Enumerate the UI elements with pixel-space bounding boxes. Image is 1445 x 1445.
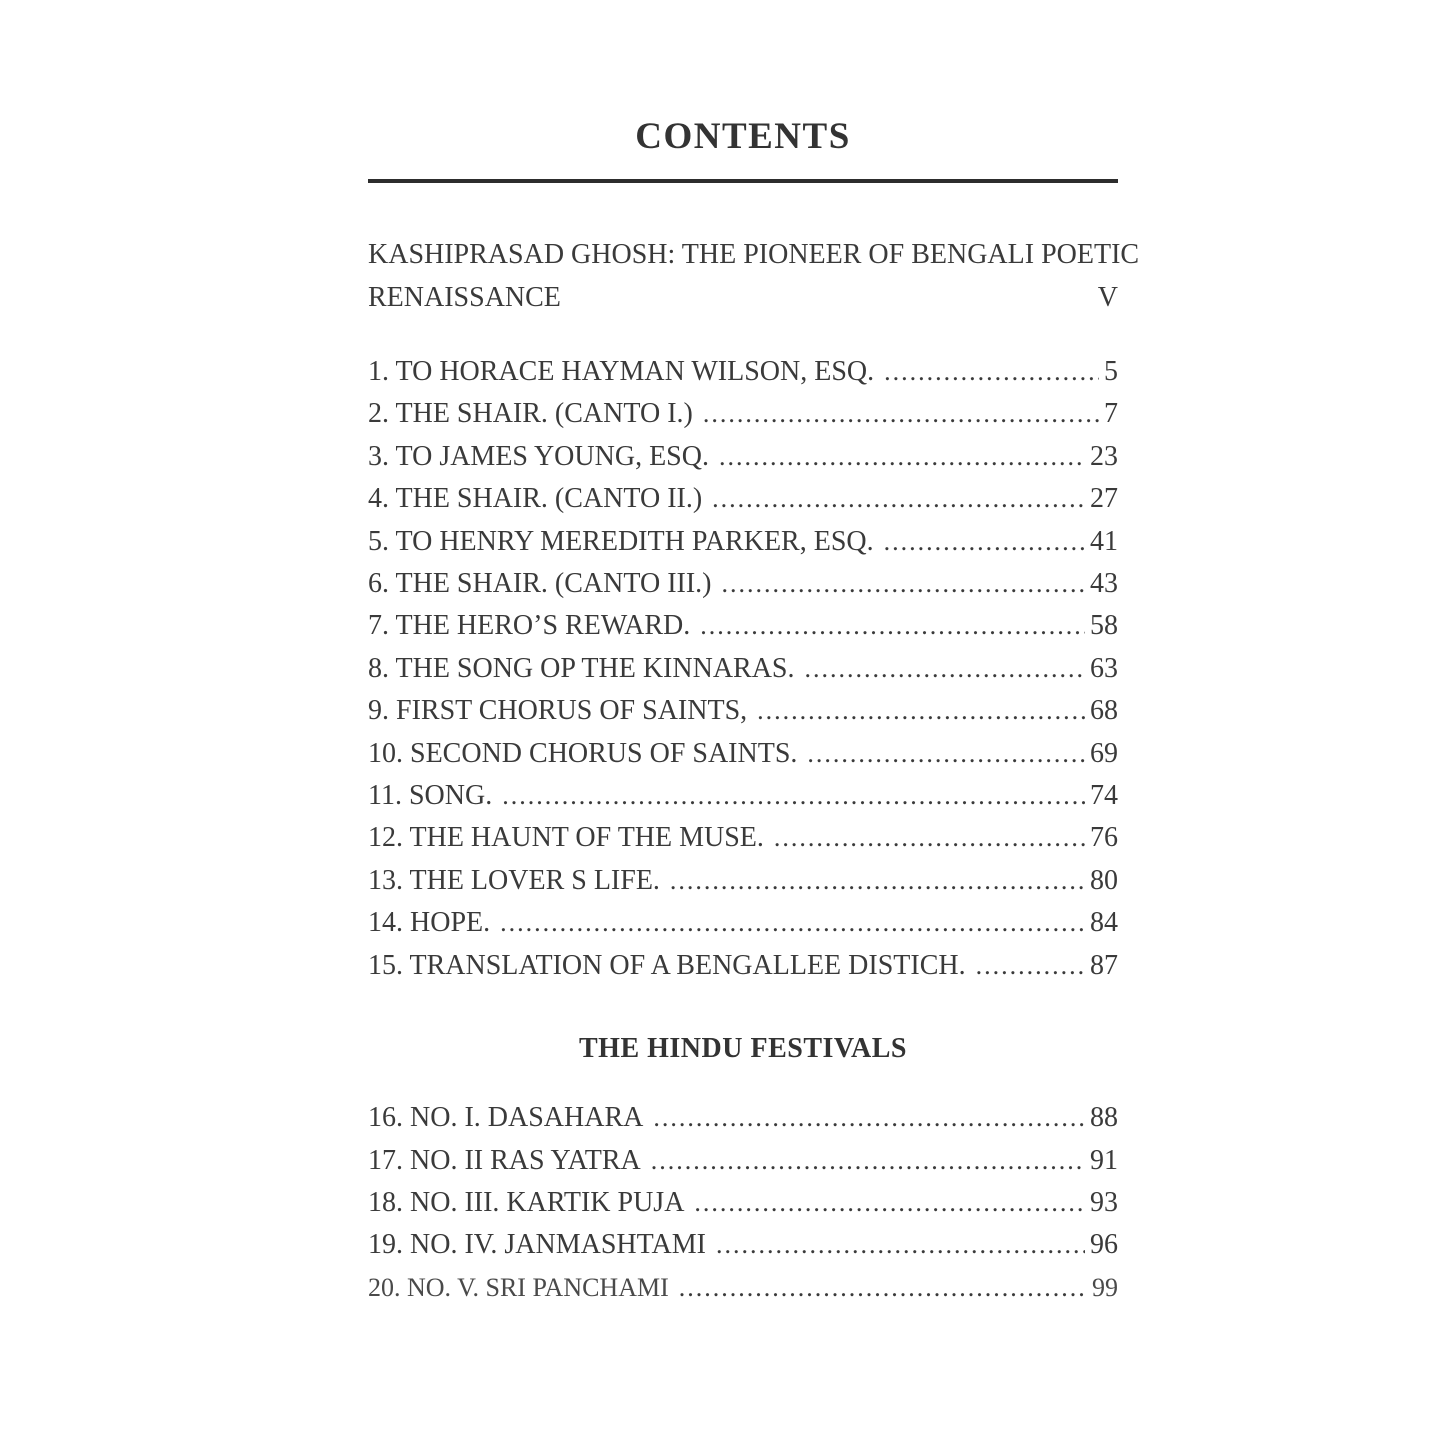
toc-entry-page: 5 <box>1104 356 1118 387</box>
toc-entry-page: 68 <box>1090 695 1118 727</box>
toc-entry-label: 5. TO HENRY MEREDITH PARKER, ESQ. <box>368 525 874 557</box>
toc-entry <box>368 351 1118 393</box>
toc-entry-label: 1. TO HORACE HAYMAN WILSON, ESQ. <box>368 356 875 387</box>
dot-leader <box>976 945 1085 987</box>
toc-entry <box>368 648 1118 690</box>
dot-leader <box>653 1097 1085 1139</box>
toc-entry-label: 12. THE HAUNT OF THE MUSE. <box>368 822 764 854</box>
toc-entry-label: 10. SECOND CHORUS OF SAINTS. <box>368 737 798 769</box>
toc-entry-label: 4. THE SHAIR. (CANTO II.) <box>368 483 703 515</box>
toc-entry-page: 93 <box>1090 1186 1118 1218</box>
toc-entry <box>368 690 1118 732</box>
dot-leader <box>700 605 1085 647</box>
dot-leader <box>703 393 1099 435</box>
toc-entry <box>368 775 1118 817</box>
dot-leader <box>884 351 1099 393</box>
toc-entry-page: 76 <box>1090 822 1118 854</box>
toc-entry-label: 7. THE HERO’S REWARD. <box>368 610 691 642</box>
toc-entry-page: 58 <box>1090 610 1118 642</box>
toc-entry-label: 8. THE SONG OP THE KINNARAS. <box>368 652 795 684</box>
contents-page <box>368 116 1140 1309</box>
toc-entry-label: 19. NO. IV. JANMASHTAMI <box>368 1229 706 1261</box>
toc-entry-page: 23 <box>1090 440 1118 472</box>
toc-entry-page: 27 <box>1090 483 1118 515</box>
dot-leader <box>757 690 1085 732</box>
dot-leader <box>807 733 1085 775</box>
intro-entry-line2 <box>368 276 1118 319</box>
dot-leader <box>679 1267 1087 1309</box>
toc-entry-label: 9. FIRST CHORUS OF SAINTS, <box>368 695 748 727</box>
dot-leader <box>694 1182 1085 1224</box>
toc-part-1 <box>368 351 1118 987</box>
toc-entry-page: 74 <box>1090 780 1118 812</box>
toc-entry-label: 6. THE SHAIR. (CANTO III.) <box>368 568 712 600</box>
toc-entry-label: 17. NO. II RAS YATRA <box>368 1144 641 1176</box>
toc-entry-label: 13. THE LOVER S LIFE. <box>368 864 660 896</box>
toc-entry-page: 84 <box>1090 907 1118 939</box>
dot-leader <box>774 817 1085 859</box>
dot-leader <box>719 436 1085 478</box>
toc-entry <box>368 860 1118 902</box>
dot-leader <box>716 1224 1085 1266</box>
dot-leader <box>884 521 1085 563</box>
toc-entry-label: 18. NO. III. KARTIK PUJA <box>368 1186 685 1218</box>
toc-part-2 <box>368 1097 1118 1309</box>
toc-entry-label: 15. TRANSLATION OF A BENGALLEE DISTICH. <box>368 949 966 981</box>
title-divider-rule <box>368 179 1118 183</box>
toc-entry-page: 63 <box>1090 652 1118 684</box>
toc-entry <box>368 393 1118 435</box>
dot-leader <box>500 902 1085 944</box>
toc-entry <box>368 521 1118 563</box>
toc-entry <box>368 436 1118 478</box>
toc-entry-page: 69 <box>1090 737 1118 769</box>
toc-entry-page: 41 <box>1090 525 1118 557</box>
toc-entry-label: 3. TO JAMES YOUNG, ESQ. <box>368 440 709 472</box>
toc-entry-page: 99 <box>1092 1272 1118 1302</box>
dot-leader <box>722 563 1086 605</box>
toc-entry <box>368 1182 1118 1224</box>
intro-entry-page: V <box>1097 282 1118 313</box>
toc-entry-page: 7 <box>1104 398 1118 430</box>
toc-entry-label: 11. SONG. <box>368 780 493 812</box>
page-title: CONTENTS <box>635 116 851 157</box>
section-heading-hindu-festivals: THE HINDU FESTIVALS <box>579 1033 907 1065</box>
intro-entry-label: RENAISSANCE <box>368 282 561 313</box>
dot-leader <box>712 478 1085 520</box>
toc-entry <box>368 945 1118 987</box>
toc-entry <box>368 1267 1118 1309</box>
toc-entry-page: 91 <box>1090 1144 1118 1176</box>
toc-entry-label: 2. THE SHAIR. (CANTO I.) <box>368 398 693 430</box>
toc-entry <box>368 563 1118 605</box>
dot-leader <box>805 648 1085 690</box>
toc-entry-label: 20. NO. V. SRI PANCHAMI <box>368 1272 669 1302</box>
toc-entry-label: 16. NO. I. DASAHARA <box>368 1102 644 1134</box>
dot-leader <box>502 775 1085 817</box>
toc-entry <box>368 902 1118 944</box>
toc-entry-page: 43 <box>1090 568 1118 600</box>
toc-entry-page: 88 <box>1090 1102 1118 1134</box>
toc-entry <box>368 1224 1118 1266</box>
toc-entry <box>368 817 1118 859</box>
toc-entry <box>368 478 1118 520</box>
intro-entry <box>368 233 1140 319</box>
dot-leader <box>670 860 1085 902</box>
toc-entry <box>368 1140 1118 1182</box>
toc-entry-page: 96 <box>1090 1229 1118 1261</box>
toc-entry <box>368 605 1118 647</box>
dot-leader <box>651 1140 1085 1182</box>
toc-entry <box>368 1097 1118 1139</box>
intro-entry-line1: KASHIPRASAD GHOSH: THE PIONEER OF BENGALI POETIC <box>368 239 1140 270</box>
toc-entry-page: 87 <box>1090 949 1118 981</box>
toc-entry-label: 14. HOPE. <box>368 907 491 939</box>
toc-entry <box>368 733 1118 775</box>
toc-entry-page: 80 <box>1090 864 1118 896</box>
